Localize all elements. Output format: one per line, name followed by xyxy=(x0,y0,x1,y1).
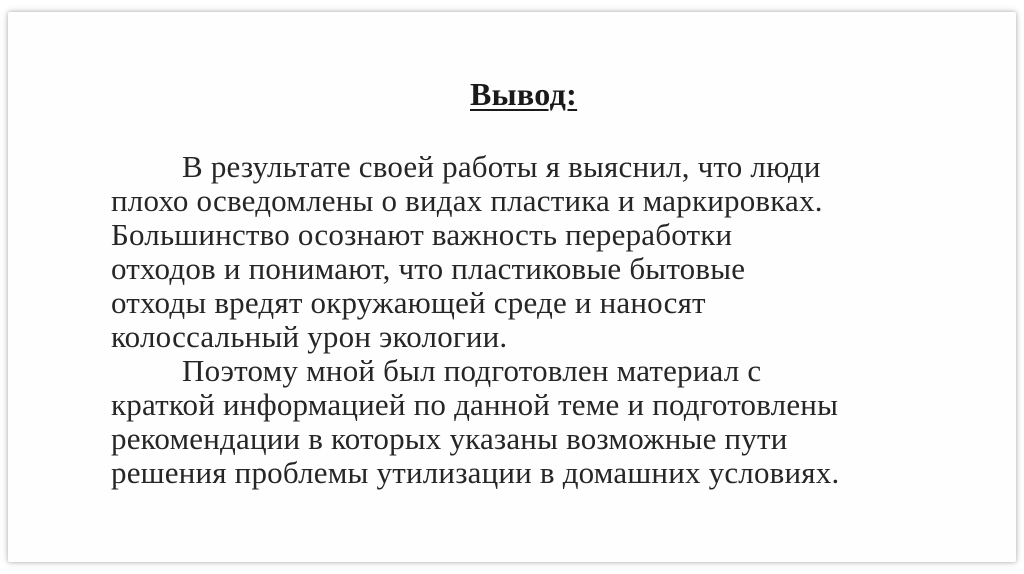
text-line: В результате своей работы я выяснил, что люди xyxy=(182,149,821,184)
text-line: колоссальный урон экологии. xyxy=(111,319,508,354)
slide-title: Вывод: xyxy=(470,76,578,112)
paragraph-findings xyxy=(111,150,1024,354)
paragraph-recommendations xyxy=(111,354,1024,490)
text-line: решения проблемы утилизации в домашних условиях. xyxy=(111,455,840,490)
text-line: плохо осведомлены о видах пластика и маркировках. xyxy=(111,183,823,218)
slide-body xyxy=(111,150,1024,490)
text-line: отходов и понимают, что пластиковые бытовые xyxy=(111,251,746,286)
text-line: краткой информацией по данной теме и подготовлены xyxy=(111,387,839,422)
text-line: рекомендации в которых указаны возможные пути xyxy=(111,421,788,456)
text-line: Большинство осознают важность переработки xyxy=(111,217,733,252)
text-line: отходы вредят окружающей среде и наносят xyxy=(111,285,706,320)
text-line: Поэтому мной был подготовлен материал с xyxy=(182,353,762,388)
slide-frame xyxy=(8,12,1016,562)
